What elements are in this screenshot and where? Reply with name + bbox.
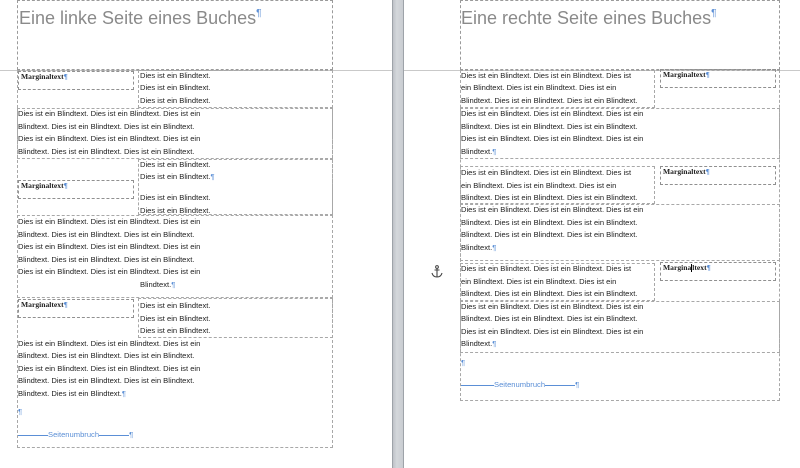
paragraph-mark: ¶: [461, 358, 466, 367]
text-line: Blindtext. Dies ist ein Blindtext. Dies ist ein Blindtext.: [461, 122, 638, 131]
text-line: ein Blindtext. Dies ist ein Blindtext. Dies ist ein: [461, 181, 617, 190]
paragraph-mark: ¶: [256, 8, 262, 19]
text-line: Dies ist ein Blindtext.: [140, 71, 211, 80]
text-line: Dies ist ein Blindtext. Dies ist ein Blindtext. Dies ist ein: [18, 134, 201, 143]
text-line: Dies ist ein Blindtext. Dies ist ein Blindtext. Dies ist ein: [461, 327, 644, 336]
text-line: Blindtext. Dies ist ein Blindtext. Dies ist ein Blindtext.: [18, 351, 195, 360]
text-line: ein Blindtext. Dies ist ein Blindtext. Dies ist ein: [461, 83, 617, 92]
margin-note[interactable]: Marginaltext¶: [18, 180, 134, 199]
text-line: Dies ist ein Blindtext. Dies ist ein Blindtext. Dies ist ein: [18, 339, 201, 348]
text-line: Blindtext.¶: [461, 243, 497, 252]
text-line: Dies ist ein Blindtext. Dies ist ein Blindtext. Dies ist: [461, 264, 632, 273]
margin-note[interactable]: Marginaltext¶: [660, 166, 776, 185]
text-line: Dies ist ein Blindtext.: [140, 206, 211, 215]
text-line: Blindtext. Dies ist ein Blindtext. Dies ist ein Blindtext.: [18, 122, 195, 131]
text-line: ein Blindtext. Dies ist ein Blindtext. Dies ist ein: [461, 277, 617, 286]
text-line: Blindtext. Dies ist ein Blindtext. Dies ist ein Blindtext.: [461, 314, 638, 323]
text-line: Dies ist ein Blindtext. Dies ist ein Blindtext. Dies ist ein: [18, 242, 201, 251]
text-line: Blindtext. Dies ist ein Blindtext. Dies ist ein Blindtext.: [18, 147, 195, 156]
text-line: Dies ist ein Blindtext. Dies ist ein Blindtext. Dies ist ein: [18, 217, 201, 226]
text-line: Blindtext. Dies ist ein Blindtext. Dies ist ein Blindtext.: [18, 230, 195, 239]
page-break-marker: Seitenumbruch ¶: [461, 380, 579, 389]
page-title: Eine rechte Seite eines Buches¶: [461, 8, 717, 28]
text-line: Dies ist ein Blindtext. Dies ist ein Blindtext. Dies ist: [461, 168, 632, 177]
text-line: Dies ist ein Blindtext.: [140, 193, 211, 202]
text-line: Dies ist ein Blindtext. Dies ist ein Blindtext. Dies ist ein: [461, 302, 644, 311]
page-title: Eine linke Seite eines Buches¶: [19, 8, 262, 28]
right-page[interactable]: [404, 0, 800, 468]
text-line: Dies ist ein Blindtext.: [140, 160, 211, 169]
text-line: Blindtext. Dies ist ein Blindtext. Dies ist ein Blindtext.: [18, 376, 195, 385]
text-line: Dies ist ein Blindtext. Dies ist ein Blindtext. Dies ist ein: [461, 109, 644, 118]
paragraph-mark: ¶: [711, 8, 717, 19]
text-line: Blindtext. Dies ist ein Blindtext. Dies ist ein Blindtext.: [461, 230, 638, 239]
anchor-icon[interactable]: [431, 265, 443, 281]
text-line: Dies ist ein Blindtext. Dies ist ein Blindtext. Dies ist ein: [18, 109, 201, 118]
text-line: Dies ist ein Blindtext. Dies ist ein Blindtext. Dies ist ein: [461, 134, 644, 143]
text-line: Dies ist ein Blindtext.: [140, 96, 211, 105]
margin-note[interactable]: Marginaltext¶: [660, 262, 776, 281]
text-line: Blindtext. Dies ist ein Blindtext. Dies ist ein Blindtext.: [461, 193, 638, 202]
text-line: Dies ist ein Blindtext.: [140, 326, 211, 335]
page-break-marker: Seitenumbruch ¶: [18, 430, 133, 439]
text-line: Dies ist ein Blindtext.¶: [140, 172, 215, 181]
text-line: Blindtext. Dies ist ein Blindtext. Dies ist ein Blindtext.: [18, 255, 195, 264]
paragraph-mark: ¶: [18, 407, 23, 416]
text-line: Dies ist ein Blindtext. Dies ist ein Blindtext. Dies ist ein: [461, 205, 644, 214]
margin-note[interactable]: Marginaltext¶: [660, 69, 776, 88]
text-line: Dies ist ein Blindtext.: [140, 301, 211, 310]
text-line: Blindtext.¶: [461, 147, 497, 156]
text-line: Dies ist ein Blindtext. Dies ist ein Blindtext. Dies ist: [461, 71, 632, 80]
text-line: Dies ist ein Blindtext. Dies ist ein Blindtext. Dies ist ein: [18, 267, 201, 276]
text-line: Blindtext. Dies ist ein Blindtext. Dies ist ein Blindtext.: [461, 218, 638, 227]
text-line: Blindtext. Dies ist ein Blindtext. Dies ist ein Blindtext.: [461, 96, 638, 105]
page-edge: [392, 0, 393, 468]
text-line: Blindtext. Dies ist ein Blindtext.¶: [18, 389, 126, 398]
text-line: Dies ist ein Blindtext. Dies ist ein Blindtext. Dies ist ein: [18, 364, 201, 373]
margin-note[interactable]: Marginaltext¶: [18, 71, 134, 90]
text-line: Blindtext. Dies ist ein Blindtext. Dies ist ein Blindtext.: [461, 289, 638, 298]
margin-note[interactable]: Marginaltext¶: [18, 299, 134, 318]
text-line: Dies ist ein Blindtext.: [140, 314, 211, 323]
text-line: Dies ist ein Blindtext.: [140, 83, 211, 92]
text-line: Blindtext.¶: [140, 280, 176, 289]
left-page[interactable]: [0, 0, 392, 468]
text-line: Blindtext.¶: [461, 339, 497, 348]
